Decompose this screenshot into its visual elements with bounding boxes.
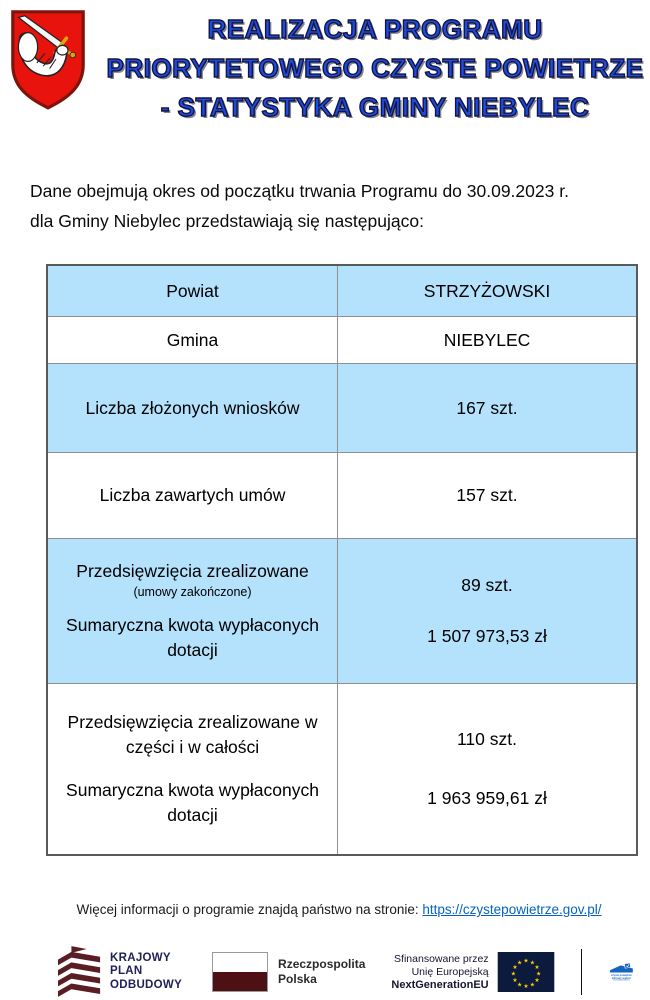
more-info-line <box>0 902 650 922</box>
row-value: 89 szt. <box>461 575 513 595</box>
intro-line-1: Dane obejmują okres od początku trwania Programu do 30.09.2023 r. <box>30 181 569 201</box>
kpo-label-line-3: ODBUDOWY <box>110 978 183 991</box>
intro-paragraph <box>30 176 622 236</box>
svg-text:★: ★ <box>511 965 518 972</box>
eu-flag-icon <box>497 952 555 992</box>
eu-label-line-2: Unię Europejską <box>411 965 489 978</box>
eu-label-line-3: NextGenerationEU <box>391 978 489 991</box>
svg-text:★: ★ <box>516 960 522 967</box>
niebylec-coat-of-arms-icon <box>8 4 88 114</box>
table-row-gmina <box>48 317 636 364</box>
page-title <box>102 0 648 127</box>
page-title-line-1: REALIZACJA PROGRAMU <box>207 14 543 44</box>
page-title-line-2: PRIORYTETOWEGO CZYSTE POWIETRZE <box>106 53 644 83</box>
row-label: Przedsięwzięcia zrealizowane <box>76 561 309 582</box>
row-label: Liczba złożonych wniosków <box>85 397 300 418</box>
row-sublabel: (umowy zakończone) <box>133 585 252 600</box>
poland-label-line-1: Rzeczpospolita <box>278 957 366 971</box>
table-row-zrealizowane-zakonczone <box>48 539 636 684</box>
intro-line-2: dla Gminy Niebylec przedstawiają się następująco: <box>30 211 424 231</box>
row-label-2: Sumaryczna kwota wypłaconych dotacji <box>66 614 319 660</box>
svg-text:★: ★ <box>511 977 518 984</box>
logo-krajowy-plan-odbudowy <box>58 946 182 998</box>
svg-text:★: ★ <box>534 977 540 984</box>
svg-text:★: ★ <box>522 984 529 991</box>
czyste-powietrze-label-line-1: czyste powietrze <box>611 973 633 977</box>
row-value: 167 szt. <box>456 397 518 418</box>
svg-text:★: ★ <box>535 971 541 978</box>
row-label-2: Sumaryczna kwota wypłaconych dotacji <box>66 780 319 825</box>
kpo-label-line-1: KRAJOWY <box>110 951 171 964</box>
row-value: STRZYŻOWSKI <box>423 280 551 301</box>
row-value-2: 1 507 973,53 zł <box>427 626 547 646</box>
footer-divider <box>581 949 582 995</box>
row-label: Powiat <box>166 280 219 301</box>
svg-text:★: ★ <box>516 982 522 989</box>
header <box>0 0 650 142</box>
row-value: 110 szt. <box>457 728 517 749</box>
svg-text:★: ★ <box>510 971 516 978</box>
table-row-zrealizowane-czesc-calosc <box>48 684 636 854</box>
footer-logo-bar <box>0 944 650 1000</box>
poland-label-line-2: Polska <box>278 972 317 986</box>
czystepowietrze-link[interactable]: https://czystepowietrze.gov.pl/ <box>422 902 602 917</box>
table-row-umowy <box>48 453 636 539</box>
row-label: Przedsięwzięcia zrealizowane w części i w całości <box>67 712 318 757</box>
logo-rzeczpospolita-polska <box>212 952 365 992</box>
kpo-label-line-2: PLAN <box>110 965 143 978</box>
statistics-table <box>46 264 638 856</box>
czyste-powietrze-house-icon <box>609 945 634 999</box>
kpo-building-icon <box>58 946 102 998</box>
svg-text:★: ★ <box>534 965 540 972</box>
row-label: Liczba zawartych umów <box>99 485 286 505</box>
svg-text:★: ★ <box>529 982 535 989</box>
row-value: 157 szt. <box>456 485 518 505</box>
row-value: NIEBYLEC <box>443 329 531 350</box>
row-label: Gmina <box>166 329 219 350</box>
poland-flag-icon <box>212 952 268 992</box>
table-row-powiat <box>48 266 636 317</box>
logo-eu-nextgeneration <box>391 952 554 992</box>
svg-text:★: ★ <box>522 958 529 965</box>
czyste-powietrze-label-line-2: zdrowy wybór <box>611 975 632 980</box>
more-info-text: Więcej informacji o programie znajdą państwo na stronie: <box>76 902 423 917</box>
eu-label-line-1: Sfinansowane przez <box>394 952 489 965</box>
page-title-line-3: - STATYSTYKA GMINY NIEBYLEC <box>160 92 590 122</box>
table-row-wnioski <box>48 364 636 453</box>
svg-text:★: ★ <box>529 960 535 967</box>
row-value-2: 1 963 959,61 zł <box>427 788 547 809</box>
